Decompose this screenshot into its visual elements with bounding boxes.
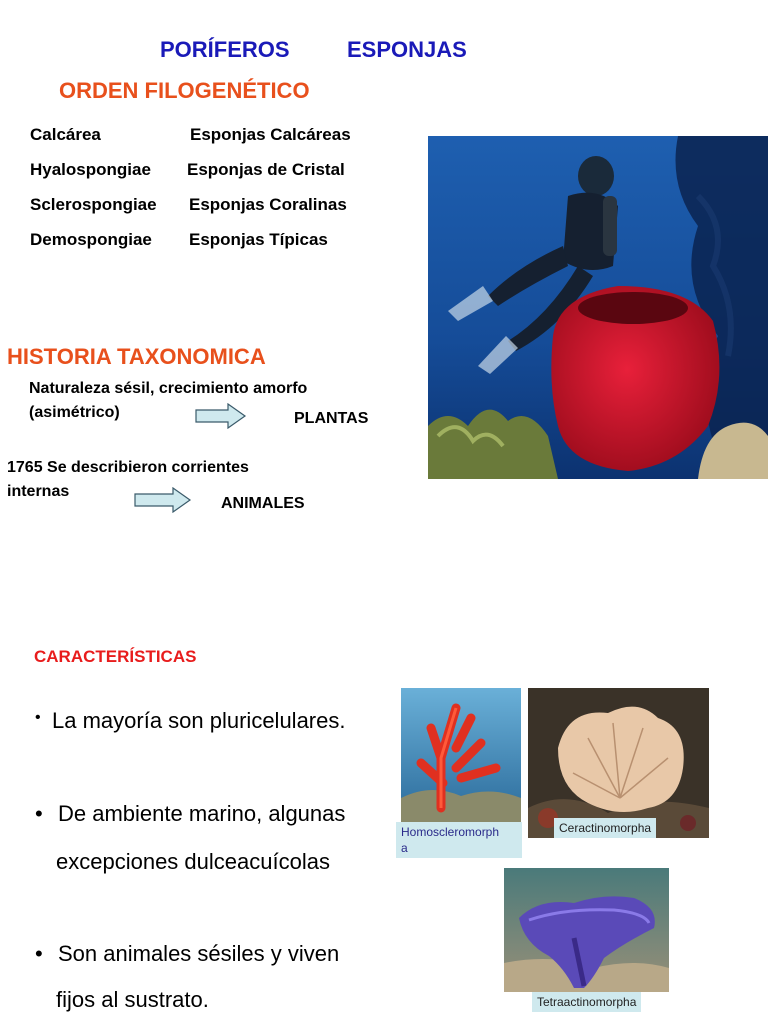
ceractinomorpha-photo <box>528 688 709 838</box>
ceractinomorpha-caption: Ceractinomorpha <box>554 818 656 838</box>
tax-scientific-1: Hyalospongiae <box>30 160 151 179</box>
bullet-3-text-line1: Son animales sésiles y viven <box>58 941 340 966</box>
bullet-1-text: La mayoría son pluricelulares. <box>52 708 346 733</box>
history-item2-line2: internas <box>7 483 70 500</box>
tax-common-0: Esponjas Calcáreas <box>190 125 351 144</box>
diver-sponge-photo <box>428 136 768 479</box>
bullet-dot: • <box>35 709 41 726</box>
history-result-plantas: PLANTAS <box>294 410 369 427</box>
homoscleromorpha-caption-line2: a <box>401 841 408 855</box>
homoscleromorpha-caption <box>396 822 522 858</box>
tax-common-1: Esponjas de Cristal <box>187 160 345 179</box>
homoscleromorpha-caption-line1: Homoscleromorph <box>401 825 500 839</box>
bullet-dot: • <box>35 801 43 826</box>
history-heading: HISTORIA TAXONOMICA <box>7 344 266 369</box>
homoscleromorpha-photo <box>401 688 521 822</box>
bullet-3-text-line2: fijos al sustrato. <box>56 987 209 1012</box>
tetraactinomorpha-photo <box>504 868 669 992</box>
tax-scientific-0: Calcárea <box>30 125 101 144</box>
history-item2-line1: 1765 Se describieron corrientes <box>7 459 249 476</box>
bullet-2-text-line2: excepciones dulceacuícolas <box>56 849 330 874</box>
tax-common-3: Esponjas Típicas <box>189 230 328 249</box>
bullet-dot: • <box>35 941 43 966</box>
tax-common-2: Esponjas Coralinas <box>189 195 347 214</box>
history-item1-line2: (asimétrico) <box>29 404 120 421</box>
arrow-right-icon <box>134 487 192 513</box>
title-esponjas: ESPONJAS <box>347 37 467 62</box>
tax-scientific-2: Sclerospongiae <box>30 195 157 214</box>
subtitle-orden: ORDEN FILOGENÉTICO <box>59 78 310 103</box>
history-result-animales: ANIMALES <box>221 495 305 512</box>
arrow-right-icon <box>195 403 247 429</box>
tetraactinomorpha-caption: Tetraactinomorpha <box>532 992 641 1012</box>
title-poriferos: PORÍFEROS <box>160 37 290 62</box>
tax-scientific-3: Demospongiae <box>30 230 152 249</box>
characteristics-heading: CARACTERÍSTICAS <box>34 647 197 666</box>
history-item1-line1: Naturaleza sésil, crecimiento amorfo <box>29 380 308 397</box>
bullet-2-text-line1: De ambiente marino, algunas <box>58 801 346 826</box>
